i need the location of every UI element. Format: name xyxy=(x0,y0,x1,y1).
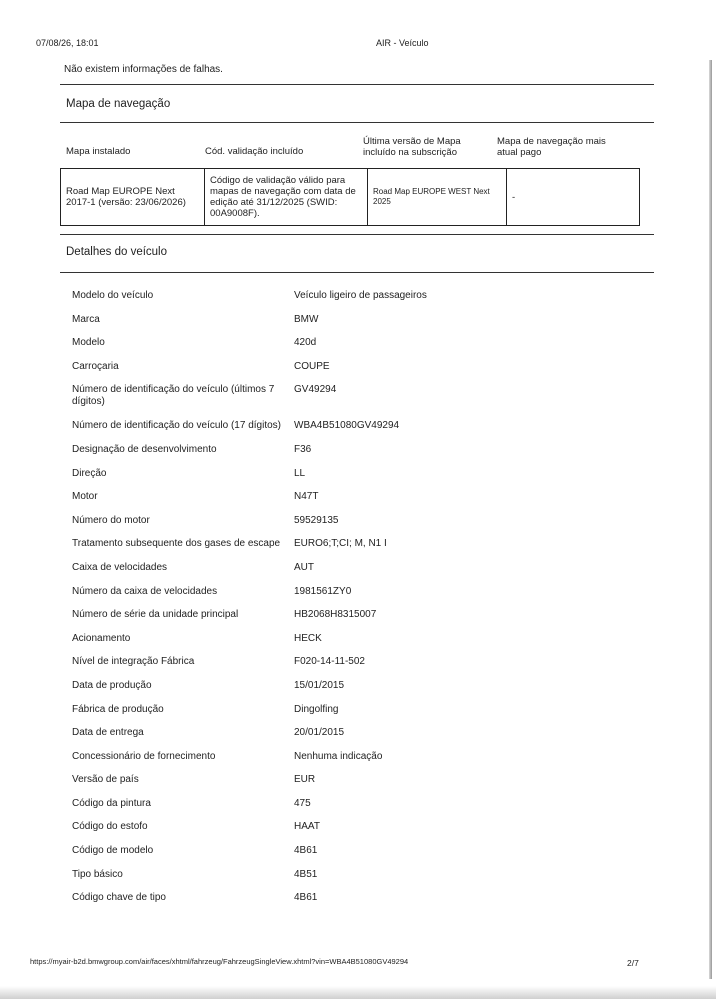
detail-row xyxy=(72,440,492,464)
divider xyxy=(60,272,654,273)
detail-label: Motor xyxy=(72,491,98,503)
detail-value: 4B51 xyxy=(294,868,318,880)
detail-label: Número de série da unidade principal xyxy=(72,609,239,621)
detail-label: Concessionário de fornecimento xyxy=(72,750,216,762)
detail-label: Código da pintura xyxy=(72,797,151,809)
detail-row xyxy=(72,676,492,700)
faults-message: Não existem informações de falhas. xyxy=(64,64,223,75)
detail-row xyxy=(72,841,492,865)
detail-value: F020-14-11-502 xyxy=(294,656,365,668)
detail-value: HECK xyxy=(294,632,322,644)
navigation-table-header xyxy=(60,136,640,166)
detail-value: 20/01/2015 xyxy=(294,727,345,739)
detail-label: Carroçaria xyxy=(72,360,119,372)
detail-value: BMW xyxy=(294,313,319,325)
column-header: Mapa de navegação mais atual pago xyxy=(497,136,606,158)
detail-label: Versão de país xyxy=(72,774,139,786)
vehicle-section-title: Detalhes do veículo xyxy=(66,246,168,258)
detail-row xyxy=(72,817,492,841)
detail-value: 420d xyxy=(294,337,317,349)
detail-value: GV49294 xyxy=(294,384,337,396)
column-header: Última versão de Mapa incluído na subscrição xyxy=(363,136,461,158)
detail-label: Modelo do veículo xyxy=(72,290,154,301)
detail-value: F36 xyxy=(294,443,312,455)
detail-row xyxy=(72,286,492,310)
detail-value: WBA4B51080GV49294 xyxy=(294,420,400,432)
divider xyxy=(60,234,654,235)
detail-row xyxy=(72,629,492,653)
detail-row xyxy=(72,888,492,912)
detail-label: Designação de desenvolvimento xyxy=(72,443,217,455)
detail-label: Data de entrega xyxy=(72,727,144,739)
detail-row xyxy=(72,652,492,676)
detail-value: HAAT xyxy=(294,821,320,833)
detail-label: Número de identificação do veículo (17 dígitos) xyxy=(72,420,282,432)
page-number: 2/7 xyxy=(627,958,639,968)
detail-row xyxy=(72,357,492,381)
detail-label: Número da caixa de velocidades xyxy=(72,585,218,597)
detail-label: Tipo básico xyxy=(72,868,123,880)
detail-label: Direção xyxy=(72,467,107,479)
detail-row xyxy=(72,794,492,818)
detail-row xyxy=(72,605,492,629)
paper-edge-shadow xyxy=(709,60,712,979)
detail-label: Caixa de velocidades xyxy=(72,561,168,573)
scan-bottom-edge xyxy=(0,986,716,999)
detail-label: Tratamento subsequente dos gases de escape xyxy=(72,538,281,550)
navigation-section-title: Mapa de navegação xyxy=(66,98,171,110)
detail-label: Marca xyxy=(72,313,100,325)
detail-row xyxy=(72,464,492,488)
detail-row xyxy=(72,558,492,582)
detail-label: Acionamento xyxy=(72,632,131,644)
detail-value: Dingolfing xyxy=(294,703,339,715)
detail-row xyxy=(72,310,492,334)
detail-label: Número de identificação do veículo (últimos 7 dígitos) xyxy=(72,384,275,408)
detail-label: Número do motor xyxy=(72,514,150,526)
vehicle-details-list xyxy=(72,286,492,912)
detail-value: EURO6;T;CI; M, N1 I xyxy=(294,538,387,550)
detail-row xyxy=(72,534,492,558)
detail-value: AUT xyxy=(294,561,314,573)
detail-value: HB2068H8315007 xyxy=(294,609,377,621)
detail-value: COUPE xyxy=(294,360,330,372)
detail-value: 59529135 xyxy=(294,514,339,526)
detail-row xyxy=(72,487,492,511)
detail-label: Data de produção xyxy=(72,679,152,691)
detail-label: Código do estofo xyxy=(72,821,148,833)
print-datetime: 07/08/26, 18:01 xyxy=(36,38,99,48)
detail-row xyxy=(72,770,492,794)
table-cell: Código de validação válido para mapas de navegação com data de edição até 31/12/2025 (SWID: 00A9008F). xyxy=(205,169,368,225)
detail-row xyxy=(72,416,492,440)
table-cell: Road Map EUROPE WEST Next 2025 xyxy=(368,169,507,225)
footer-url: https://myair-b2d.bmwgroup.com/air/faces/xhtml/fahrzeug/FahrzeugSingleView.xhtml?vin=WBA4B51080GV49294 xyxy=(30,957,409,966)
divider xyxy=(60,122,654,123)
detail-value: EUR xyxy=(294,774,316,786)
detail-label: Código de modelo xyxy=(72,845,154,857)
detail-value: 15/01/2015 xyxy=(294,679,345,691)
navigation-table xyxy=(60,136,640,226)
detail-value: Nenhuma indicação xyxy=(294,750,383,762)
detail-row xyxy=(72,700,492,724)
detail-label: Código chave de tipo xyxy=(72,892,166,904)
detail-row xyxy=(72,511,492,535)
detail-label: Modelo xyxy=(72,337,105,349)
detail-row xyxy=(72,723,492,747)
navigation-table-row xyxy=(60,168,640,226)
table-cell: Road Map EUROPE Next 2017-1 (versão: 23/06/2026) xyxy=(61,169,205,225)
table-cell: - xyxy=(512,191,516,203)
detail-value: N47T xyxy=(294,491,319,503)
detail-row xyxy=(72,380,492,416)
detail-value: 475 xyxy=(294,797,311,809)
print-title: AIR - Veículo xyxy=(376,38,429,48)
divider xyxy=(60,84,654,85)
column-header: Cód. validação incluído xyxy=(205,146,304,157)
detail-value: LL xyxy=(294,467,306,479)
detail-value: 4B61 xyxy=(294,845,318,857)
detail-label: Fábrica de produção xyxy=(72,703,164,715)
detail-row xyxy=(72,865,492,889)
column-header: Mapa instalado xyxy=(66,146,131,157)
detail-row xyxy=(72,333,492,357)
detail-label: Nível de integração Fábrica xyxy=(72,656,195,668)
detail-value: 4B61 xyxy=(294,892,318,904)
detail-value: Veículo ligeiro de passageiros xyxy=(294,290,427,301)
detail-value: 1981561ZY0 xyxy=(294,585,352,597)
detail-row xyxy=(72,582,492,606)
detail-row xyxy=(72,747,492,771)
